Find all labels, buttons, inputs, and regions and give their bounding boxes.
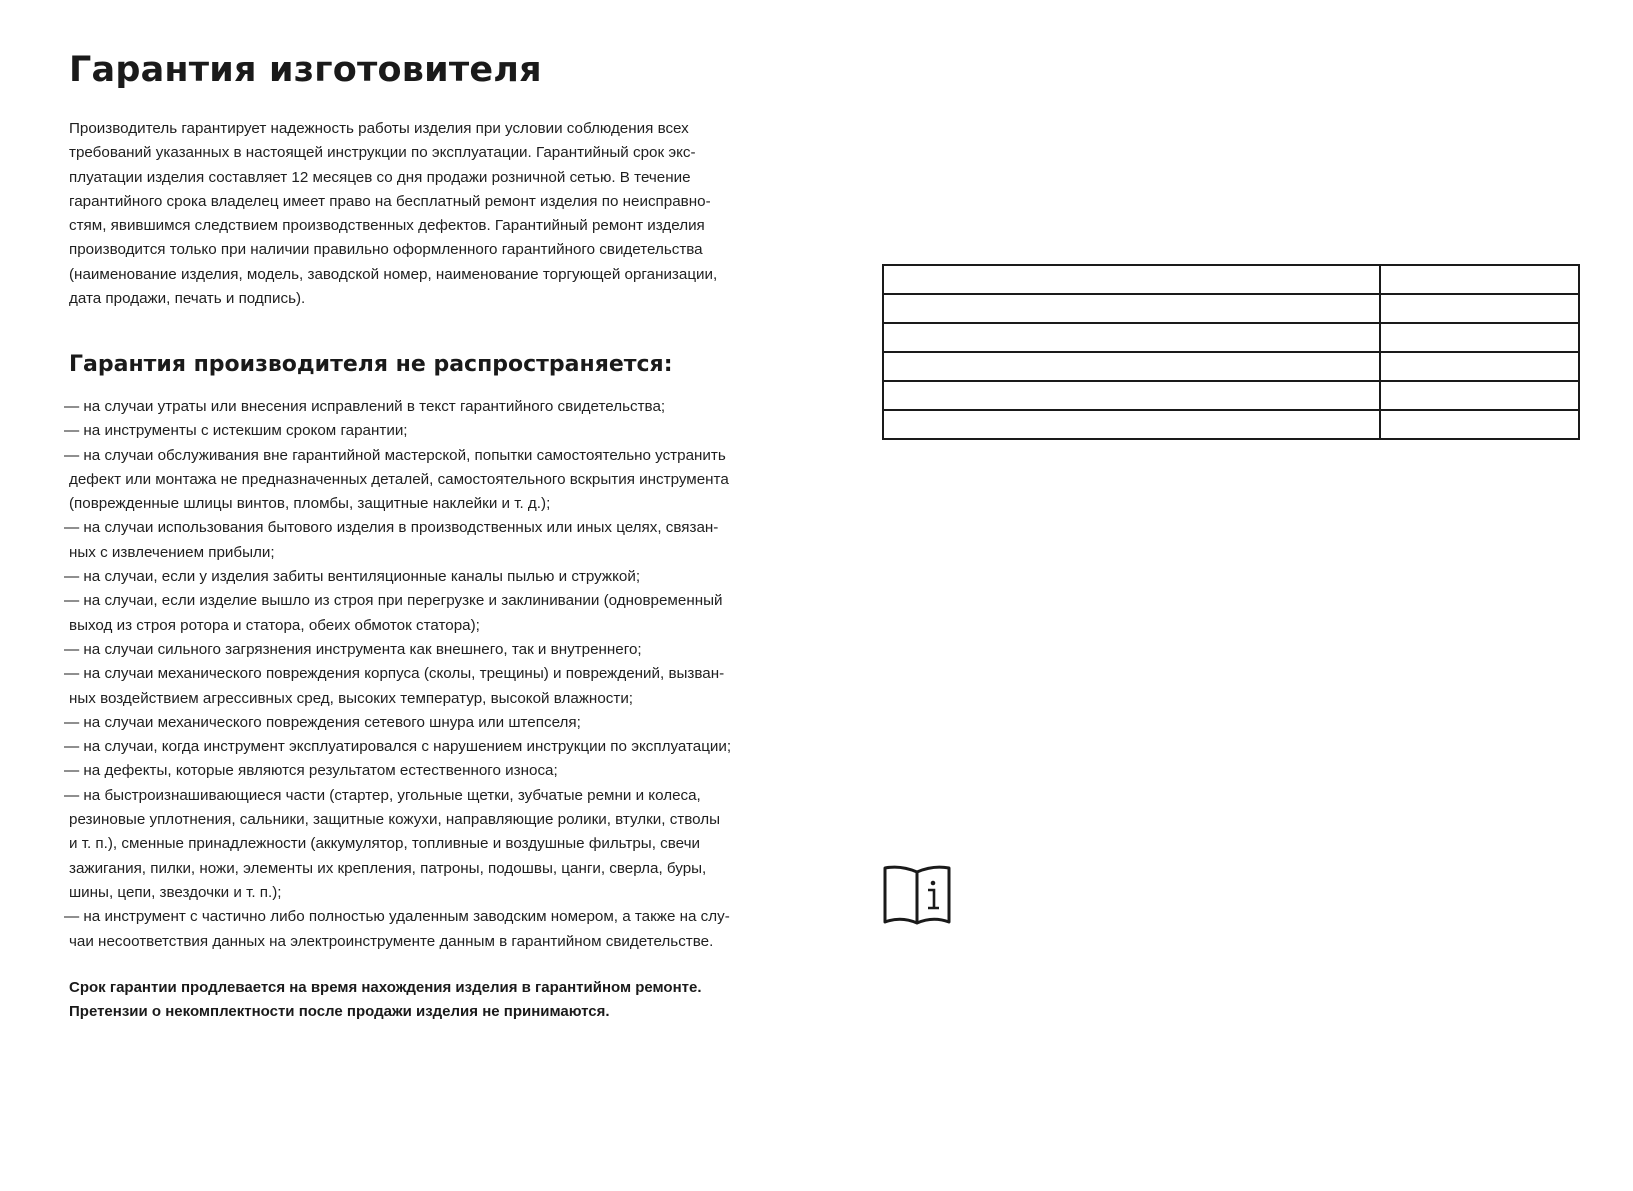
exclusion-line: — на случаи механического повреждения корпуса (сколы, трещины) и повреждений, вызван- xyxy=(64,665,725,683)
exclusion-item xyxy=(64,662,784,711)
exclusion-item xyxy=(64,905,784,954)
exclusion-line: зажигания, пилки, ножи, элементы их крепления, патроны, подошвы, цанги, сверла, буры, xyxy=(69,859,707,877)
exclusion-line: (поврежденные шлицы винтов, пломбы, защитные наклейки и т. д.); xyxy=(69,495,551,513)
table-cell xyxy=(883,323,1380,352)
exclusion-item xyxy=(64,735,784,759)
exclusion-line: — на быстроизнашивающиеся части (стартер, угольные щетки, зубчатые ремни и колеса, xyxy=(64,786,701,804)
intro-line: плуатации изделия составляет 12 месяцев со дня продажи розничной сетью. В течение xyxy=(69,168,691,186)
table-cell xyxy=(883,381,1380,410)
warranty-stamp-table xyxy=(882,264,1580,440)
exclusion-line: — на случаи, если изделие вышло из строя при перегрузке и заклинивании (одновременный xyxy=(64,592,723,610)
table-row xyxy=(883,294,1579,323)
exclusion-item xyxy=(64,784,784,905)
exclusion-line: ных воздействием агрессивных сред, высоких температур, высокой влажности; xyxy=(69,689,634,707)
intro-line: гарантийного срока владелец имеет право на бесплатный ремонт изделия по неисправно- xyxy=(69,192,711,210)
exclusion-line: чаи несоответствия данных на электроинструменте данным в гарантийном свидетельстве. xyxy=(69,932,714,950)
page-title: Гарантия изготовителя xyxy=(69,50,542,90)
exclusion-line: резиновые уплотнения, сальники, защитные кожухи, направляющие ролики, втулки, стволы xyxy=(69,811,721,829)
table-cell xyxy=(1380,323,1579,352)
info-stem xyxy=(928,890,939,908)
closing-note xyxy=(69,976,702,1025)
exclusions-heading: Гарантия производителя не распространяется: xyxy=(69,352,673,377)
exclusion-item xyxy=(64,516,784,565)
exclusion-item xyxy=(64,395,784,419)
table-cell xyxy=(883,410,1380,439)
info-dot xyxy=(931,881,936,886)
table-cell xyxy=(1380,352,1579,381)
closing-line: Претензии о некомплектности после продажи изделия не принимаются. xyxy=(69,1003,610,1021)
exclusion-item xyxy=(64,565,784,589)
exclusion-line: — на случаи, когда инструмент эксплуатировался с нарушением инструкции по эксплуатации; xyxy=(64,738,732,756)
exclusion-line: дефект или монтажа не предназначенных деталей, самостоятельного вскрытия инструмента xyxy=(69,470,729,488)
exclusion-item xyxy=(64,419,784,443)
exclusion-line: и т. п.), сменные принадлежности (аккумулятор, топливные и воздушные фильтры, свечи xyxy=(69,835,700,853)
exclusion-line: выход из строя ротора и статора, обеих обмоток статора); xyxy=(69,616,480,634)
table-cell xyxy=(1380,381,1579,410)
intro-line: стям, явившимся следствием производственных дефектов. Гарантийный ремонт изделия xyxy=(69,217,705,235)
intro-line: Производитель гарантирует надежность работы изделия при условии соблюдения всех xyxy=(69,120,689,137)
table-row xyxy=(883,352,1579,381)
intro-line: производится только при наличии правильно оформленного гарантийного свидетельства xyxy=(69,241,703,259)
table-cell xyxy=(883,352,1380,381)
exclusion-line: — на инструмент с частично либо полностью удаленным заводским номером, а также на слу- xyxy=(64,908,730,926)
exclusion-line: — на инструменты с истекшим сроком гарантии; xyxy=(64,422,408,440)
exclusion-line: — на случаи утраты или внесения исправлений в текст гарантийного свидетельства; xyxy=(64,398,666,415)
exclusion-item xyxy=(64,589,784,638)
table-cell xyxy=(1380,265,1579,294)
table-cell xyxy=(1380,294,1579,323)
exclusion-line: — на случаи сильного загрязнения инструмента как внешнего, так и внутреннего; xyxy=(64,640,642,658)
manual-info-icon xyxy=(882,865,952,927)
exclusion-line: — на дефекты, которые являются результатом естественного износа; xyxy=(64,762,558,780)
exclusion-line: — на случаи, если у изделия забиты вентиляционные каналы пылью и стружкой; xyxy=(64,568,641,586)
intro-line: дата продажи, печать и подпись). xyxy=(69,290,306,308)
intro-line: требований указанных в настоящей инструкции по эксплуатации. Гарантийный срок экс- xyxy=(69,144,696,162)
exclusion-line: ных с извлечением прибыли; xyxy=(69,543,275,561)
intro-line: (наименование изделия, модель, заводской номер, наименование торгующей организации, xyxy=(69,265,718,283)
table-cell xyxy=(1380,410,1579,439)
table-row xyxy=(883,323,1579,352)
exclusion-item xyxy=(64,638,784,662)
exclusion-item xyxy=(64,444,784,517)
table-row xyxy=(883,410,1579,439)
table-cell xyxy=(883,265,1380,294)
exclusion-item xyxy=(64,711,784,735)
exclusion-line: — на случаи обслуживания вне гарантийной мастерской, попытки самостоятельно устранить xyxy=(64,446,726,464)
closing-line: Срок гарантии продлевается на время нахождения изделия в гарантийном ремонте. xyxy=(69,979,702,996)
exclusions-list xyxy=(64,395,784,954)
table-cell xyxy=(883,294,1380,323)
exclusion-line: шины, цепи, звездочки и т. п.); xyxy=(69,883,282,901)
table-row xyxy=(883,265,1579,294)
table-row xyxy=(883,381,1579,410)
exclusion-line: — на случаи использования бытового изделия в производственных или иных целях, связан- xyxy=(64,519,719,537)
intro-paragraph xyxy=(69,117,769,311)
exclusion-item xyxy=(64,759,784,783)
exclusion-line: — на случаи механического повреждения сетевого шнура или штепселя; xyxy=(64,713,581,731)
